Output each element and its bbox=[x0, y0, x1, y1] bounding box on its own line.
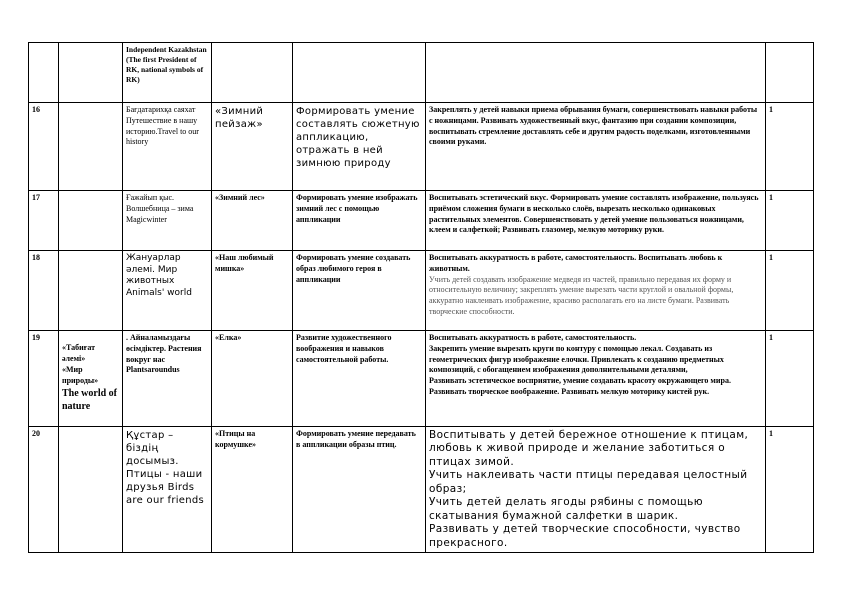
task-line: Учить детей делать ягоды рябины с помощью скатывания бумажной салфетки в шарик. bbox=[429, 496, 704, 522]
lesson-title: «Птицы на кормушке» bbox=[212, 427, 293, 553]
theme-kz: «Табиғат әлемі» bbox=[62, 343, 96, 364]
lesson-topic: Ғажайып қыс. Волшебница – зима Magicwinter bbox=[123, 191, 212, 251]
lesson-number: 17 bbox=[29, 191, 59, 251]
table-row bbox=[29, 331, 814, 427]
lesson-topic: Бағдатарихқа саяхат Путешествие в нашу историю.Travel to our history bbox=[123, 103, 212, 191]
task-line: Закрепить умение вырезать круги по контуру с помощью лекал. Создавать из геометрических фигур изображение елочки. Привлекать к созданию предметных композиций, с обогащением изображения дополнительными деталями, bbox=[429, 343, 724, 375]
lesson-number: 16 bbox=[29, 103, 59, 191]
lesson-hours: 1 bbox=[766, 251, 814, 331]
lesson-goal: Формировать умение передавать в аппликации образы птиц. bbox=[293, 427, 426, 553]
lesson-number: 18 bbox=[29, 251, 59, 331]
lesson-title: «Зимний пейзаж» bbox=[212, 103, 293, 191]
theme-cell bbox=[59, 427, 123, 553]
theme-cell bbox=[59, 103, 123, 191]
lesson-title: «Зимний лес» bbox=[212, 191, 293, 251]
lesson-title bbox=[212, 43, 293, 103]
lesson-hours: 1 bbox=[766, 191, 814, 251]
task-line: Закреплять у детей навыки приема обрывания бумаги, совершенствовать навыки работы с ножницами. Развивать художественный вкус, фантазию при создании композиции, воспитывать стремление доставлять себе и другим радость поделками, изготовленными своими руками. bbox=[429, 105, 758, 147]
task-line: Учить наклеивать части птицы передавая целостный образ; bbox=[429, 469, 748, 495]
lesson-title: «Наш любимый мишка» bbox=[212, 251, 293, 331]
table-row bbox=[29, 191, 814, 251]
lesson-topic: Independent Kazakhstan (The first President of RK, national symbols of RK) bbox=[123, 43, 212, 103]
lesson-tasks bbox=[426, 103, 766, 191]
table-row bbox=[29, 251, 814, 331]
lesson-tasks bbox=[426, 251, 766, 331]
theme-cell bbox=[59, 331, 123, 427]
theme-cell bbox=[59, 251, 123, 331]
task-line: Воспитывать у детей бережное отношение к птицам, любовь к живой природе и желание заботиться о птицах зимой. bbox=[429, 429, 749, 468]
lesson-plan-table bbox=[28, 42, 814, 553]
lesson-tasks bbox=[426, 191, 766, 251]
lesson-number bbox=[29, 43, 59, 103]
theme-cell bbox=[59, 191, 123, 251]
table-row bbox=[29, 103, 814, 191]
lesson-topic: . Айналамыздағы өсімдіктер. Растения вокруг нас Plantsaroundus bbox=[123, 331, 212, 427]
task-line: Воспитывать аккуратность в работе, самостоятельность. Воспитывать любовь к животным. bbox=[429, 253, 723, 273]
table-row bbox=[29, 43, 814, 103]
lesson-topic: Жануарлар әлемі. Мир животных Animals' world bbox=[123, 251, 212, 331]
task-line: Учить детей создавать изображение медведя из частей, правильно передавая их форму и относительную величину; закреплять умение вырезать части круглой и овальной формы, аккуратно наклеивать изображение, красиво располагать его на листе бумаги. Развивать творческие способности. bbox=[429, 274, 734, 316]
lesson-hours: 1 bbox=[766, 103, 814, 191]
lesson-goal: Развитие художественного воображения и навыков самостоятельной работы. bbox=[293, 331, 426, 427]
lesson-goal bbox=[293, 43, 426, 103]
lesson-tasks bbox=[426, 427, 766, 553]
lesson-hours bbox=[766, 43, 814, 103]
lesson-hours: 1 bbox=[766, 427, 814, 553]
lesson-goal: Формировать умение составлять сюжетную аппликацию, отражать в ней зимнюю природу bbox=[293, 103, 426, 191]
task-line: Воспитывать эстетический вкус. Формировать умение составлять изображение, пользуясь приёмом сложения бумаги в несколько слоёв, вырезать несколько одинаковых растительных элементов. Совершенствовать у детей умение пользоваться ножницами, клеем и салфеткой; Развивать глазомер, мелкую моторику руки. bbox=[429, 193, 759, 235]
lesson-title: «Елка» bbox=[212, 331, 293, 427]
theme-ru: «Мир природы» bbox=[62, 365, 99, 385]
lesson-hours: 1 bbox=[766, 331, 814, 427]
lesson-tasks bbox=[426, 43, 766, 103]
theme-en: The world of nature bbox=[62, 387, 117, 413]
lesson-goal: Формировать умение создавать образ любимого героя в аппликации bbox=[293, 251, 426, 331]
lesson-number: 20 bbox=[29, 427, 59, 553]
task-line: Развивать эстетическое восприятие, умение создавать красоту окружающего мира. Развивать творческое воображение. Развивать мелкую моторику кистей рук. bbox=[429, 376, 731, 396]
task-line: Воспитывать аккуратность в работе, самостоятельность. bbox=[429, 333, 637, 342]
lesson-goal: Формировать умение изображать зимний лес с помощью аппликации bbox=[293, 191, 426, 251]
lesson-tasks bbox=[426, 331, 766, 427]
lesson-topic: Құстар – біздің досымыз. Птицы - наши друзья Birds are our friends bbox=[123, 427, 212, 553]
table-row bbox=[29, 427, 814, 553]
theme-cell bbox=[59, 43, 123, 103]
task-line: Развивать у детей творческие способности, чувство прекрасного. bbox=[429, 523, 741, 549]
lesson-number: 19 bbox=[29, 331, 59, 427]
